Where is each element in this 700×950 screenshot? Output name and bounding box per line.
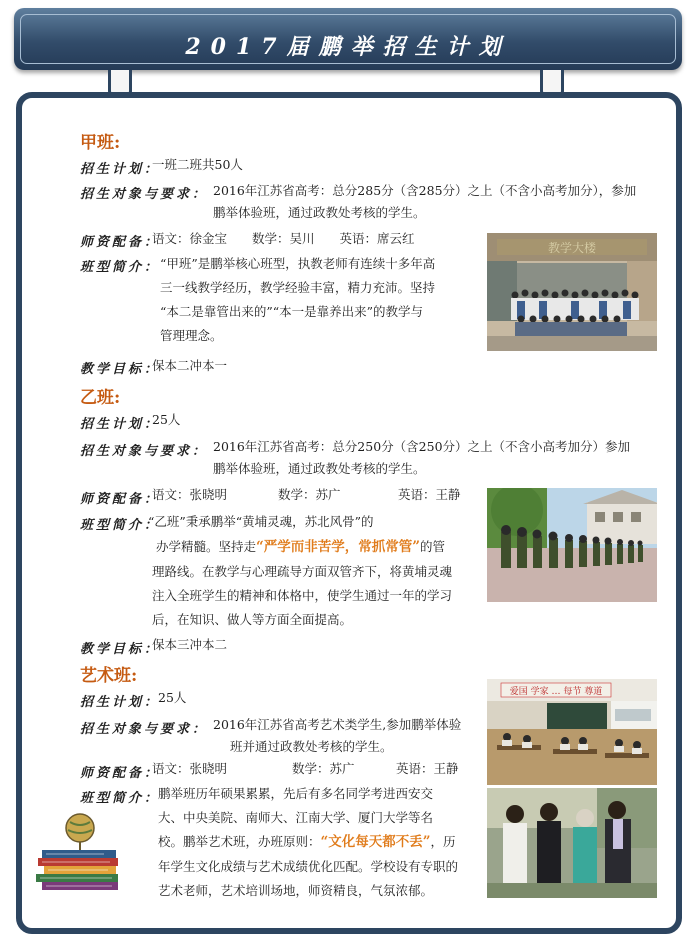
section-a-intro-line3: “本二是靠管出来的”“本一是靠养出来”的教学与 (160, 304, 424, 319)
section-b-teach-label: 师资配备： (80, 492, 161, 507)
section-b-intro-line2-b: 的管 (420, 539, 446, 554)
section-c-teach-label: 师资配备： (80, 766, 161, 781)
building-sign-text: 教学大楼 (547, 241, 597, 255)
section-a-plan: 一班二班共50人 (152, 157, 243, 172)
section-b-plan: 25人 (152, 412, 181, 427)
section-c-slogan-highlight: “文化每天都不丢” (320, 834, 431, 850)
section-b-intro-line2-a: 办学精髓。坚持走 (156, 539, 257, 554)
section-a-req-label: 招生对象与要求： (80, 187, 209, 202)
section-a-title: 甲班: (80, 133, 121, 153)
section-c-classroom-photo (487, 679, 657, 785)
section-b-req-label: 招生对象与要求： (80, 444, 209, 459)
section-c-plan: 25人 (158, 690, 187, 705)
section-b-req-line2: 鹏举体验班，通过政教处考核的学生。 (213, 461, 426, 476)
section-c-req-line1: 2016年江苏省高考艺术类学生,参加鹏举体验 (213, 717, 462, 732)
section-c-intro-line5: 艺术老师，艺术培训场地，师资精良，气氛浓郁。 (158, 883, 434, 898)
section-a-teachers: 语文：徐金宝 数学：吴川 英语：席云红 (152, 231, 415, 246)
section-c-teacher-chinese: 语文：张晓明 (152, 761, 228, 776)
section-c-req-line2: 班并通过政教处考核的学生。 (230, 739, 393, 754)
section-c-teachers-photo (487, 788, 657, 898)
section-c-intro-line4: 年学生文化成绩与艺术成绩优化匹配。学校设有专职的 (158, 859, 459, 874)
books-globe-illustration (34, 810, 126, 894)
section-b-req-line1: 2016年江苏省高考：总分250分（含250分）之上（不含小高考加分）参加 (213, 439, 631, 454)
section-b-teacher-chinese: 语文：张晓明 (152, 487, 228, 502)
section-b-intro-line5: 后，在知识、做人等方面全面提高。 (152, 612, 353, 627)
header-banner (14, 8, 682, 70)
section-c-teacher-english: 英语：王静 (396, 761, 459, 776)
section-c-teacher-math: 数学：苏广 (292, 761, 355, 776)
section-a-intro-line2: 三一线教学经历，教学经验丰富，精力充沛。坚持 (160, 280, 436, 295)
section-b-plan-label: 招生计划： (80, 417, 161, 432)
section-a-intro-line1: “甲班”是鹏举核心班型，执教老师有连续十多年高 (160, 256, 436, 271)
section-a-req-line2: 鹏举体验班，通过政教处考核的学生。 (213, 205, 426, 220)
section-a-goal-label: 教学目标： (80, 362, 161, 377)
section-b-training-photo (487, 488, 657, 602)
section-a-goal: 保本二冲本一 (152, 358, 228, 373)
section-b-intro-line4: 注入全班学生的精神和体格中，使学生通过一年的学习 (152, 588, 453, 603)
section-a-req-line1: 2016年江苏省高考：总分285分（含285分）之上（不含小高考加分），参加 (213, 183, 637, 198)
section-c-req-label: 招生对象与要求： (80, 722, 209, 737)
section-b-intro-line1: “乙班”秉承鹏举“黄埔灵魂，苏北风骨”的 (148, 514, 374, 529)
section-b-intro-line2 (156, 536, 486, 558)
section-b-intro-line3: 理路线。在教学与心理疏导方面双管齐下，将黄埔灵魂 (152, 564, 453, 579)
section-c-intro-line3 (158, 831, 488, 853)
section-b-slogan-highlight: “严学而非苦学，常抓常管” (256, 539, 421, 555)
classroom-banner-text: 爱国 学家 … 每节 尊道 (509, 687, 603, 697)
section-b-teacher-english: 英语：王静 (398, 487, 461, 502)
section-b-teacher-math: 数学：苏广 (278, 487, 341, 502)
section-b-intro-label: 班型简介： (80, 518, 161, 533)
section-a-teach-label: 师资配备： (80, 235, 161, 250)
section-c-intro-line1: 鹏举班历年硕果累累，先后有多名同学考进西安交 (158, 786, 434, 801)
section-a-plan-label: 招生计划： (80, 162, 161, 177)
section-a-intro-label: 班型简介： (80, 260, 161, 275)
section-c-intro-line3-b: ，历 (430, 834, 456, 849)
section-c-intro-line2: 大、中央美院、南师大、江南大学、厦门大学等名 (158, 810, 434, 825)
section-c-plan-label: 招生计划： (80, 695, 161, 710)
section-c-intro-label: 班型简介： (80, 791, 161, 806)
section-b-title: 乙班: (80, 388, 121, 408)
section-a-intro-line4: 管理理念。 (160, 328, 223, 343)
page-title: 2017届鹏举招生计划 (185, 34, 511, 60)
section-b-goal-label: 教学目标： (80, 642, 161, 657)
section-a-group-photo (487, 233, 657, 351)
section-b-goal: 保本三冲本二 (152, 637, 228, 652)
section-c-title: 艺术班: (80, 666, 138, 686)
section-c-intro-line3-a: 校。鹏举艺术班，办班原则： (158, 834, 321, 849)
